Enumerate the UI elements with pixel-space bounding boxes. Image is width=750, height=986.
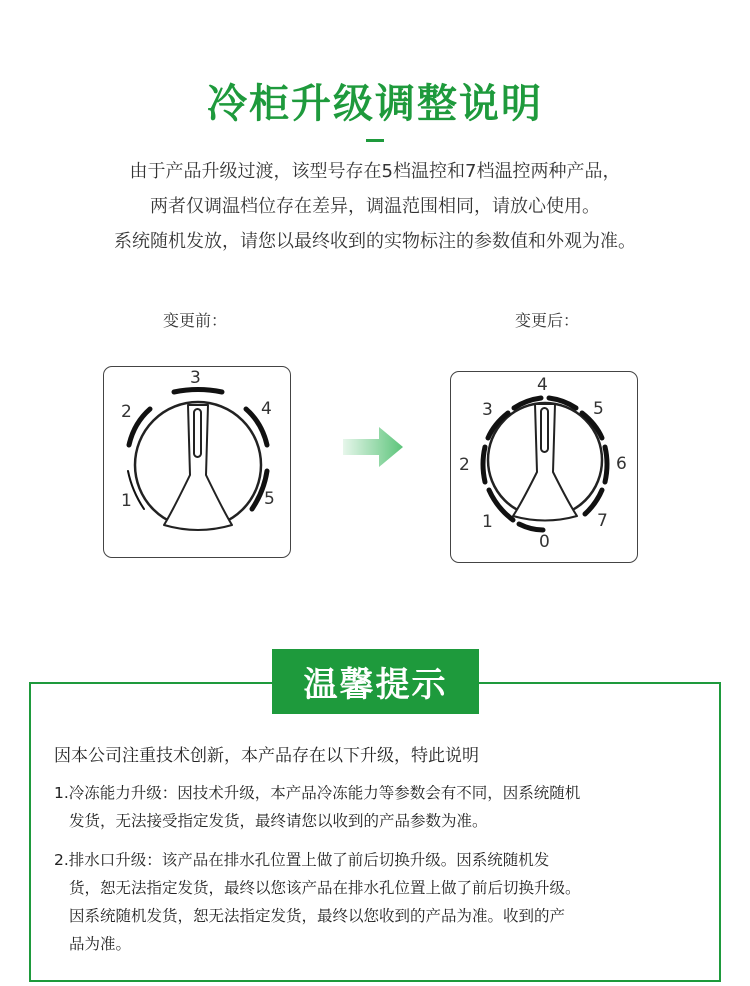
intro-line: 由于产品升级过渡，该型号存在5档温控和7档温控两种产品， [129, 161, 621, 182]
dial-number: 1 [121, 491, 132, 511]
right-arrow-icon [343, 425, 405, 469]
before-dial-graphic [104, 367, 292, 559]
dial-number: 1 [482, 512, 493, 532]
dial-number: 3 [482, 400, 493, 420]
notice-lead: 因本公司注重技术创新，本产品存在以下升级，特此说明 [54, 746, 479, 766]
dial-number: 6 [616, 454, 627, 474]
notice-item [54, 846, 581, 958]
before-label: 变更前： [163, 311, 228, 330]
after-dial [450, 371, 638, 563]
notice-badge: 温馨提示 [272, 649, 479, 714]
title-underline [366, 139, 384, 142]
after-label: 变更后： [515, 311, 580, 330]
notice-item [54, 779, 580, 835]
dial-number: 5 [264, 489, 275, 509]
dial-number: 0 [539, 532, 550, 552]
dial-number: 2 [121, 402, 132, 422]
dial-number: 7 [597, 511, 608, 531]
intro-text [0, 154, 750, 259]
dial-number: 5 [593, 399, 604, 419]
dial-number: 4 [261, 399, 272, 419]
page-title: 冷柜升级调整说明 [207, 81, 543, 127]
notice-item-line: 发货，无法接受指定发货，最终请您以收到的产品参数为准。 [69, 812, 488, 830]
dial-number: 3 [190, 368, 201, 388]
notice-item-line: 因系统随机发货，恕无法指定发货，最终以您收到的产品为准。收到的产 [69, 907, 566, 925]
notice-item-line: 2.排水口升级：该产品在排水孔位置上做了前后切换升级。因系统随机发 [54, 851, 550, 869]
notice-item-line: 1.冷冻能力升级：因技术升级，本产品冷冻能力等参数会有不同，因系统随机 [54, 784, 581, 802]
intro-line: 系统随机发放，请您以最终收到的实物标注的参数值和外观为准。 [114, 231, 636, 252]
dial-number: 2 [459, 455, 470, 475]
dial-number: 4 [537, 375, 548, 395]
intro-line: 两者仅调温档位存在差异，调温范围相同，请放心使用。 [150, 196, 600, 217]
notice-item-line: 品为准。 [69, 935, 132, 953]
notice-item-line: 货，恕无法指定发货，最终以您该产品在排水孔位置上做了前后切换升级。 [69, 879, 581, 897]
before-dial [103, 366, 291, 558]
